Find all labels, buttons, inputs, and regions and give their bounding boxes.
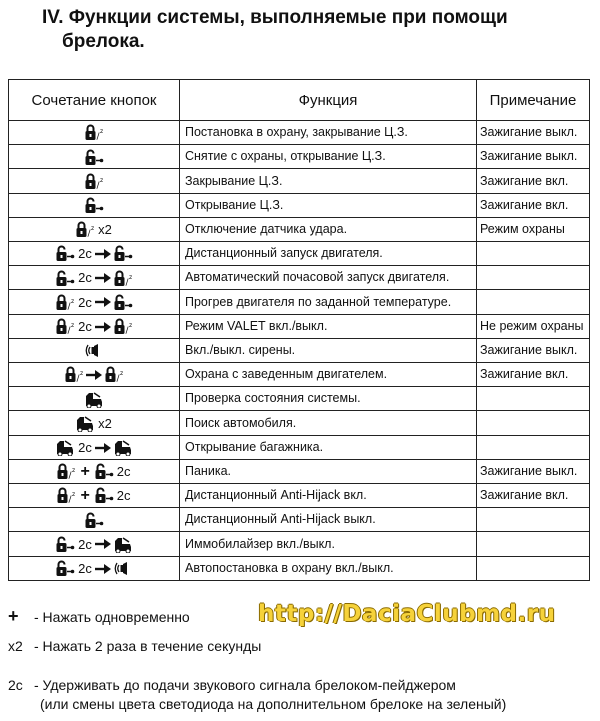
header-note: Примечание xyxy=(477,80,590,121)
note-cell: Режим охраны xyxy=(477,217,590,241)
function-cell: Дистанционный Anti-Hijack выкл. xyxy=(180,508,477,532)
combo-modifier: 2c xyxy=(78,439,92,455)
siren-button-icon xyxy=(84,339,104,362)
combo-cell xyxy=(9,484,180,508)
svg-text:z: z xyxy=(128,322,133,330)
legend-symbol: 2c xyxy=(8,677,23,693)
svg-text:z: z xyxy=(100,128,104,136)
function-cell: Закрывание Ц.З. xyxy=(180,169,477,193)
svg-text:/: / xyxy=(68,495,72,505)
car-button-icon xyxy=(113,533,133,556)
button-combination xyxy=(55,266,133,289)
arrow-right-icon xyxy=(95,436,111,459)
combo-cell xyxy=(9,314,180,338)
table-row xyxy=(9,508,590,532)
combo-cell xyxy=(9,193,180,217)
svg-text:z: z xyxy=(72,491,76,499)
table-row xyxy=(9,290,590,314)
car-button-icon xyxy=(75,412,95,435)
unlock-button-icon xyxy=(55,242,75,265)
button-combination xyxy=(55,315,133,338)
combo-cell xyxy=(9,145,180,169)
lock-button-icon xyxy=(56,484,76,507)
note-cell xyxy=(477,242,590,266)
table-row xyxy=(9,338,590,362)
table-row xyxy=(9,266,590,290)
combo-modifier: 2c xyxy=(78,294,92,310)
note-cell: Зажигание выкл. xyxy=(477,338,590,362)
legend-plus xyxy=(8,606,190,627)
arrow-right-icon xyxy=(95,242,111,265)
button-combination xyxy=(56,460,131,483)
table-row xyxy=(9,145,590,169)
unlock-button-icon xyxy=(94,484,114,507)
button-combination xyxy=(75,412,113,435)
function-cell: Дистанционный запуск двигателя. xyxy=(180,242,477,266)
table-header-row xyxy=(9,80,590,121)
svg-text:/: / xyxy=(96,132,100,142)
combo-cell xyxy=(9,217,180,241)
unlock-button-icon xyxy=(94,460,114,483)
legend-text: (или смены цвета светодиода на дополнительном брелоке на зеленый) xyxy=(40,696,507,712)
svg-text:z: z xyxy=(100,176,104,184)
combo-cell xyxy=(9,508,180,532)
svg-text:/: / xyxy=(68,471,72,481)
button-combination xyxy=(55,557,133,580)
svg-text:z: z xyxy=(71,297,75,305)
function-cell: Постановка в охрану, закрывание Ц.З. xyxy=(180,121,477,145)
combo-cell xyxy=(9,242,180,266)
svg-text:/: / xyxy=(116,374,120,384)
svg-text:z: z xyxy=(71,322,75,330)
unlock-button-icon xyxy=(84,145,104,168)
svg-text:z: z xyxy=(120,370,124,378)
note-cell: Не режим охраны xyxy=(477,314,590,338)
table-row xyxy=(9,411,590,435)
note-cell: Зажигание выкл. xyxy=(477,121,590,145)
car-button-icon xyxy=(113,436,133,459)
lock-button-icon xyxy=(84,170,104,193)
combo-modifier: 2c xyxy=(78,270,92,286)
function-cell: Снятие с охраны, открывание Ц.З. xyxy=(180,145,477,169)
button-combination xyxy=(55,291,133,314)
svg-text:z: z xyxy=(72,467,76,475)
table-row xyxy=(9,459,590,483)
function-cell: Дистанционный Anti-Hijack вкл. xyxy=(180,484,477,508)
unlock-button-icon xyxy=(55,533,75,556)
arrow-right-icon xyxy=(95,291,111,314)
header-combo: Сочетание кнопок xyxy=(9,80,180,121)
combo-cell xyxy=(9,290,180,314)
note-cell xyxy=(477,411,590,435)
section-title xyxy=(42,6,582,54)
svg-text:/: / xyxy=(87,229,91,239)
button-combination xyxy=(84,508,104,531)
button-combination xyxy=(55,436,133,459)
button-combination xyxy=(55,242,133,265)
lock-button-icon xyxy=(55,315,75,338)
combo-modifier: 2c xyxy=(78,246,92,262)
svg-text:z: z xyxy=(128,273,133,281)
button-combination xyxy=(55,533,133,556)
note-cell: Зажигание вкл. xyxy=(477,193,590,217)
function-cell: Поиск автомобиля. xyxy=(180,411,477,435)
table-row xyxy=(9,532,590,556)
combo-modifier: 2c xyxy=(78,318,92,334)
table-row xyxy=(9,387,590,411)
function-cell: Прогрев двигателя по заданной температуре. xyxy=(180,290,477,314)
combo-cell xyxy=(9,556,180,580)
unlock-button-icon xyxy=(55,266,75,289)
button-combination xyxy=(84,170,104,193)
legend-2c xyxy=(8,677,456,693)
note-cell xyxy=(477,266,590,290)
combo-modifier: 2c xyxy=(116,488,131,504)
lock-button-icon xyxy=(55,291,75,314)
arrow-right-icon xyxy=(95,533,111,556)
table-row xyxy=(9,217,590,241)
combo-modifier: x2 xyxy=(98,415,112,431)
combo-cell xyxy=(9,363,180,387)
lock-button-icon xyxy=(56,460,76,483)
button-combination xyxy=(84,145,104,168)
table-row xyxy=(9,435,590,459)
arrow-right-icon xyxy=(95,266,111,289)
svg-text:z: z xyxy=(91,225,95,233)
svg-text:/: / xyxy=(76,374,80,384)
combo-cell xyxy=(9,387,180,411)
legend-2c-continued xyxy=(8,696,506,712)
svg-text:z: z xyxy=(80,370,84,378)
function-cell: Открывание Ц.З. xyxy=(180,193,477,217)
combo-cell xyxy=(9,169,180,193)
table-row xyxy=(9,242,590,266)
note-cell xyxy=(477,387,590,411)
svg-text:/: / xyxy=(67,301,71,311)
combo-cell xyxy=(9,459,180,483)
combo-cell xyxy=(9,266,180,290)
table-row xyxy=(9,314,590,338)
legend-text: - Нажать 2 раза в течение секунды xyxy=(34,638,262,654)
arrow-right-icon xyxy=(95,557,111,580)
table-row xyxy=(9,193,590,217)
function-cell: Отключение датчика удара. xyxy=(180,217,477,241)
button-combination xyxy=(84,194,104,217)
note-cell xyxy=(477,508,590,532)
table-row xyxy=(9,121,590,145)
function-cell: Проверка состояния системы. xyxy=(180,387,477,411)
note-cell: Зажигание выкл. xyxy=(477,145,590,169)
title-line-1: IV. Функции системы, выполняемые при помощи xyxy=(42,7,508,28)
button-combination xyxy=(84,121,104,144)
combo-modifier: 2c xyxy=(78,560,92,576)
button-combination xyxy=(56,484,131,507)
title-line-2: брелока. xyxy=(62,31,145,52)
function-cell: Паника. xyxy=(180,459,477,483)
unlock-button-icon xyxy=(84,194,104,217)
unlock-button-icon xyxy=(84,508,104,531)
lock-button-icon xyxy=(104,363,124,386)
note-cell xyxy=(477,556,590,580)
combo-modifier: x2 xyxy=(98,222,112,238)
table-row xyxy=(9,556,590,580)
svg-text:/: / xyxy=(125,277,129,287)
function-cell: Автоматический почасовой запуск двигателя. xyxy=(180,266,477,290)
button-combination xyxy=(64,363,124,386)
combo-cell xyxy=(9,435,180,459)
table-row xyxy=(9,169,590,193)
unlock-button-icon xyxy=(113,242,133,265)
lock-button-icon xyxy=(113,315,133,338)
note-cell xyxy=(477,290,590,314)
note-cell: Зажигание вкл. xyxy=(477,363,590,387)
combo-modifier: 2c xyxy=(116,464,131,480)
function-cell: Автопостановка в охрану вкл./выкл. xyxy=(180,556,477,580)
plus-sign: + xyxy=(80,487,90,505)
svg-text:/: / xyxy=(96,180,100,190)
legend-x2 xyxy=(8,638,261,654)
legend-symbol: + xyxy=(8,606,19,626)
note-cell xyxy=(477,435,590,459)
note-cell: Зажигание вкл. xyxy=(477,484,590,508)
legend-text: - Удерживать до подачи звукового сигнала брелоком-пейджером xyxy=(34,677,456,693)
svg-text:/: / xyxy=(67,326,71,336)
lock-button-icon xyxy=(113,266,133,289)
functions-table xyxy=(8,79,590,581)
lock-button-icon xyxy=(75,218,95,241)
lock-button-icon xyxy=(84,121,104,144)
note-cell: Зажигание выкл. xyxy=(477,459,590,483)
arrow-right-icon xyxy=(95,315,111,338)
arrow-right-icon xyxy=(86,363,102,386)
combo-cell xyxy=(9,338,180,362)
car-button-icon xyxy=(84,387,104,410)
combo-cell xyxy=(9,411,180,435)
function-cell: Режим VALET вкл./выкл. xyxy=(180,314,477,338)
function-cell: Открывание багажника. xyxy=(180,435,477,459)
unlock-button-icon xyxy=(113,291,133,314)
combo-modifier: 2c xyxy=(78,536,92,552)
function-cell: Иммобилайзер вкл./выкл. xyxy=(180,532,477,556)
legend-symbol: x2 xyxy=(8,638,23,654)
svg-text:/: / xyxy=(125,326,129,336)
combo-cell xyxy=(9,121,180,145)
unlock-button-icon xyxy=(55,557,75,580)
watermark: http://DaciaClubmd.ru xyxy=(258,601,556,627)
siren-button-icon xyxy=(113,557,133,580)
function-cell: Вкл./выкл. сирены. xyxy=(180,338,477,362)
function-cell: Охрана с заведенным двигателем. xyxy=(180,363,477,387)
button-combination xyxy=(84,387,104,410)
car-button-icon xyxy=(55,436,75,459)
header-function: Функция xyxy=(180,80,477,121)
plus-sign: + xyxy=(80,463,90,481)
note-cell xyxy=(477,532,590,556)
note-cell: Зажигание вкл. xyxy=(477,169,590,193)
button-combination xyxy=(84,339,104,362)
combo-cell xyxy=(9,532,180,556)
button-combination xyxy=(75,218,113,241)
lock-button-icon xyxy=(64,363,84,386)
table-row xyxy=(9,484,590,508)
table-row xyxy=(9,363,590,387)
legend-text: - Нажать одновременно xyxy=(34,609,190,625)
